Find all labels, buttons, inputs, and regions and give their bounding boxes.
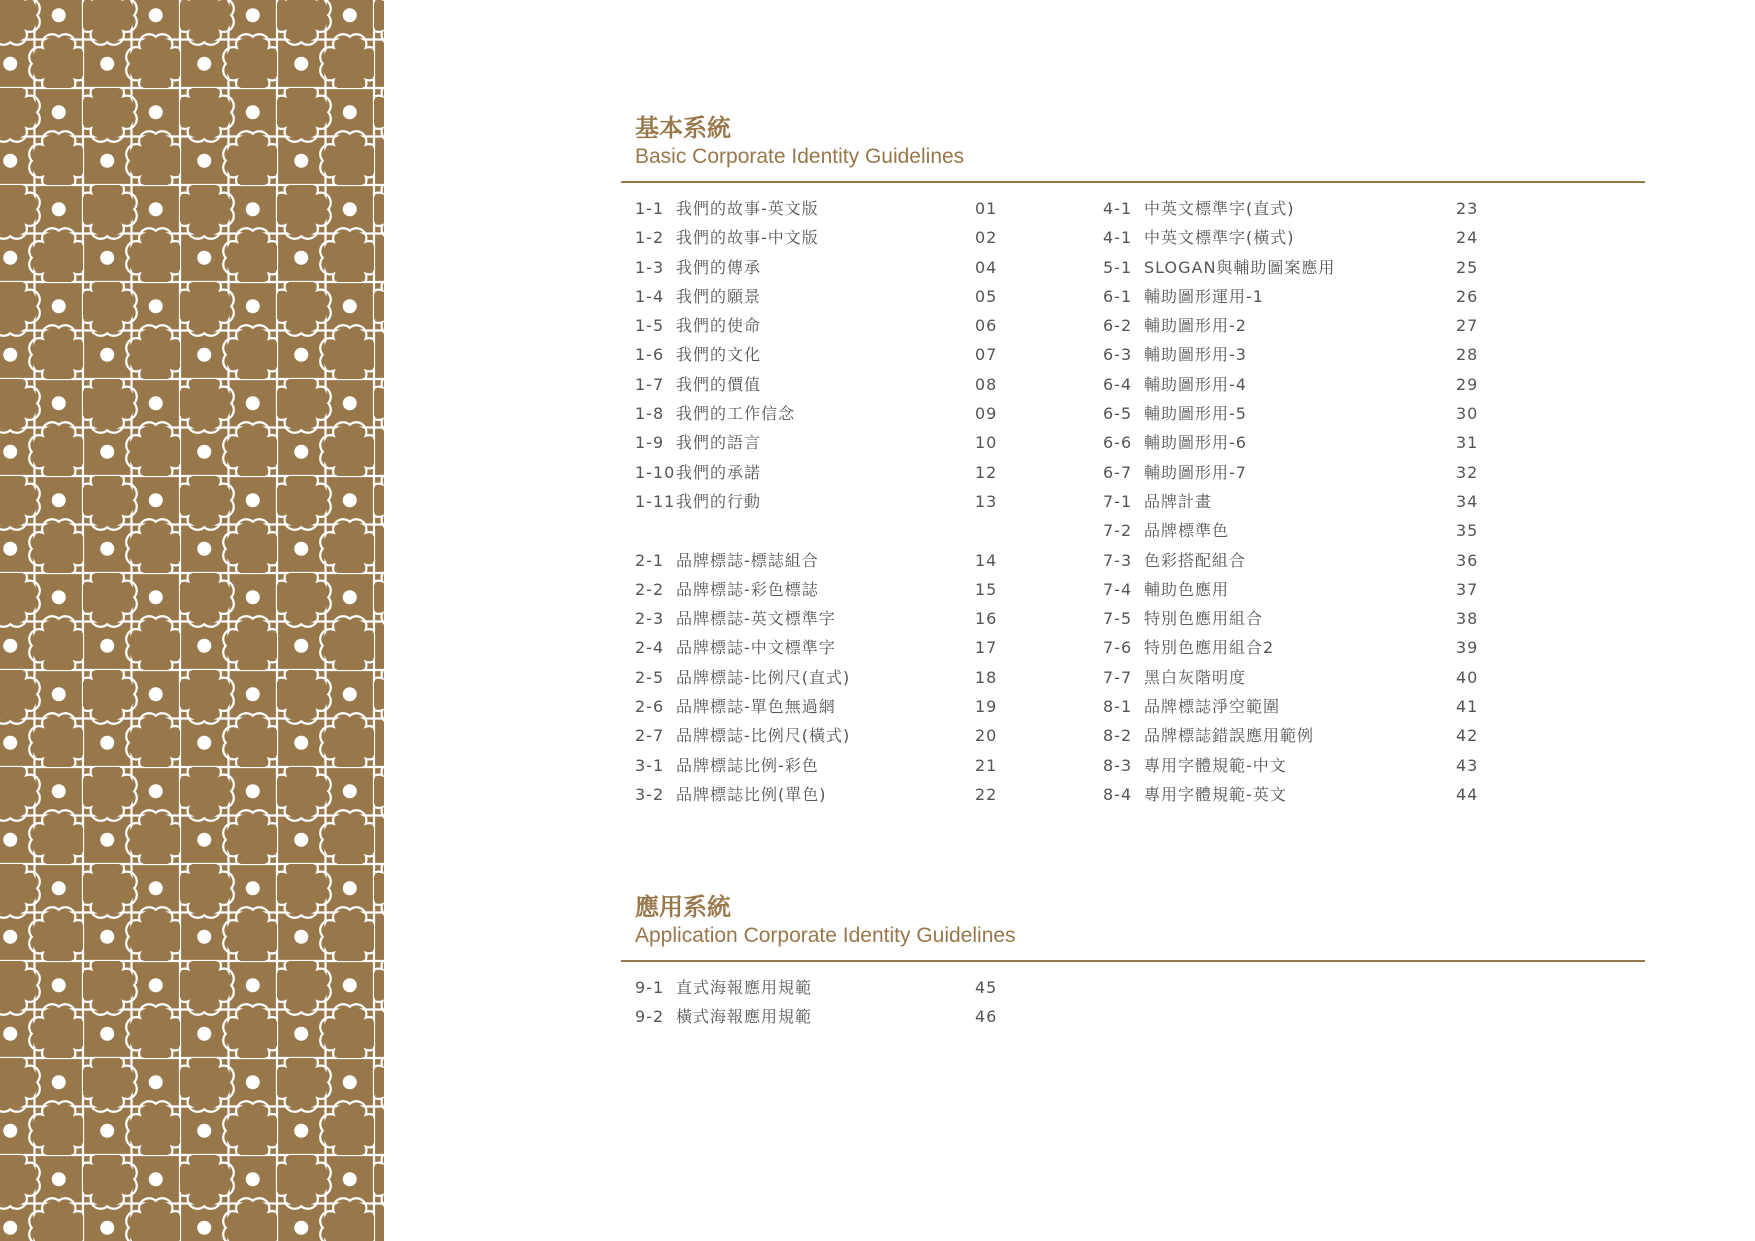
toc-entry[interactable] — [1103, 546, 1523, 575]
toc-entry-title: 特別色應用組合2 — [1144, 638, 1275, 658]
application-section — [621, 893, 1645, 1043]
toc-entry-page: 17 — [975, 638, 998, 658]
basic-section — [621, 114, 1645, 814]
toc-entry[interactable] — [1103, 751, 1523, 780]
toc-entry-title: 品牌標誌-比例尺(直式) — [676, 667, 851, 687]
toc-entry[interactable] — [1103, 575, 1523, 604]
toc-entry-number: 6-5 — [1103, 404, 1133, 424]
decorative-pattern-panel — [0, 0, 384, 1241]
toc-entry[interactable] — [1103, 692, 1523, 721]
toc-entry-title: 我們的語言 — [676, 433, 762, 453]
toc-entry-title: 輔助圖形用-3 — [1144, 345, 1247, 365]
basic-title-zh: 基本系統 — [635, 114, 731, 142]
toc-entry-title: 品牌標準色 — [1144, 521, 1230, 541]
toc-entry-title: 品牌標誌-英文標準字 — [676, 609, 836, 629]
toc-entry[interactable] — [635, 194, 1055, 223]
toc-entry-page: 10 — [975, 433, 998, 453]
toc-entry[interactable] — [1103, 516, 1523, 545]
toc-entry-number: 2-6 — [635, 697, 665, 717]
toc-entry-title: 輔助圖形用-4 — [1144, 374, 1247, 394]
toc-entry-title: 我們的故事-中文版 — [676, 228, 819, 248]
toc-entry-number: 9-1 — [635, 978, 665, 997]
toc-entry-page: 14 — [975, 550, 998, 570]
toc-entry-number: 7-6 — [1103, 638, 1133, 658]
toc-entry[interactable] — [635, 604, 1055, 633]
toc-entry-page: 15 — [975, 579, 998, 599]
toc-entry-page: 08 — [975, 374, 998, 394]
toc-entry-number: 7-2 — [1103, 521, 1133, 541]
toc-entry-page: 01 — [975, 199, 998, 218]
toc-entry-page: 44 — [1456, 784, 1479, 804]
toc-entry-page: 05 — [975, 286, 998, 306]
toc-entry-number: 7-4 — [1103, 579, 1133, 599]
toc-entry-page: 06 — [975, 316, 998, 336]
toc-entry[interactable] — [1103, 340, 1523, 369]
toc-entry[interactable] — [1103, 604, 1523, 633]
toc-entry-title: 輔助圖形用-5 — [1144, 404, 1247, 424]
toc-entry[interactable] — [635, 340, 1055, 369]
toc-entry[interactable] — [1103, 282, 1523, 311]
toc-entry-number: 2-2 — [635, 579, 665, 599]
toc-entry[interactable] — [635, 487, 1055, 516]
toc-entry[interactable] — [635, 399, 1055, 428]
toc-entry-page: 21 — [975, 755, 998, 775]
toc-entry-number: 2-1 — [635, 550, 665, 570]
toc-entry-title: 品牌標誌錯誤應用範例 — [1144, 726, 1315, 746]
toc-entry-page: 16 — [975, 609, 998, 629]
lattice-pattern — [0, 0, 384, 1241]
toc-entry-title: 我們的工作信念 — [676, 404, 796, 424]
toc-entry-number: 1-3 — [635, 257, 665, 277]
toc-entry[interactable] — [1103, 428, 1523, 457]
toc-entry-page: 24 — [1456, 228, 1479, 248]
toc-entry-number: 2-3 — [635, 609, 665, 629]
toc-entry-page: 23 — [1456, 199, 1479, 218]
application-column — [635, 973, 1055, 1032]
toc-entry-page: 31 — [1456, 433, 1479, 453]
toc-entry-page: 04 — [975, 257, 998, 277]
toc-entry-number: 6-7 — [1103, 462, 1133, 482]
basic-title-en: Basic Corporate Identity Guidelines — [635, 145, 965, 168]
toc-entry-page: 45 — [975, 978, 998, 997]
toc-entry-page: 27 — [1456, 316, 1479, 336]
toc-entry-page: 02 — [975, 228, 998, 248]
toc-spacer — [635, 516, 1055, 545]
toc-entry-page: 22 — [975, 784, 998, 804]
toc-entry-page: 35 — [1456, 521, 1479, 541]
toc-entry-number: 8-4 — [1103, 784, 1133, 804]
toc-entry[interactable] — [1103, 311, 1523, 340]
toc-entry[interactable] — [635, 282, 1055, 311]
toc-entry-number: 1-2 — [635, 228, 665, 248]
toc-entry[interactable] — [635, 751, 1055, 780]
toc-entry-number: 5-1 — [1103, 257, 1133, 277]
toc-entry-page: 32 — [1456, 462, 1479, 482]
toc-entry-title: 輔助色應用 — [1144, 579, 1230, 599]
toc-entry-title: 我們的承諾 — [676, 462, 762, 482]
toc-entry-title: 黑白灰階明度 — [1144, 667, 1247, 687]
toc-entry-page: 19 — [975, 697, 998, 717]
toc-entry-page: 43 — [1456, 755, 1479, 775]
toc-entry-page: 37 — [1456, 579, 1479, 599]
toc-entry[interactable] — [1103, 721, 1523, 750]
toc-entry-page: 30 — [1456, 404, 1479, 424]
toc-entry-title: 輔助圖形用-2 — [1144, 316, 1247, 336]
toc-entry-page: 36 — [1456, 550, 1479, 570]
toc-entry-page: 40 — [1456, 667, 1479, 687]
toc-entry-page: 34 — [1456, 491, 1479, 511]
toc-entry-title: 我們的價值 — [676, 374, 762, 394]
toc-entry-number: 1-10 — [635, 462, 676, 482]
toc-entry-title: 我們的行動 — [676, 491, 762, 511]
toc-entry[interactable] — [635, 575, 1055, 604]
toc-entry[interactable] — [635, 546, 1055, 575]
toc-entry-title: 輔助圖形用-6 — [1144, 433, 1247, 453]
toc-entry-page: 12 — [975, 462, 998, 482]
toc-entry-number: 1-9 — [635, 433, 665, 453]
toc-entry-page: 26 — [1456, 286, 1479, 306]
toc-entry[interactable] — [1103, 487, 1523, 516]
toc-entry[interactable] — [635, 633, 1055, 662]
toc-entry-page: 25 — [1456, 257, 1479, 277]
toc-entry[interactable] — [1103, 223, 1523, 252]
toc-entry-number: 6-4 — [1103, 374, 1133, 394]
toc-entry-number: 4-1 — [1103, 228, 1133, 248]
toc-entry-title: 我們的故事-英文版 — [676, 199, 819, 218]
toc-entry-title: 中英文標準字(直式) — [1144, 199, 1295, 218]
toc-entry-number: 1-1 — [635, 199, 665, 218]
toc-entry[interactable] — [1103, 253, 1523, 282]
toc-entry[interactable] — [635, 428, 1055, 457]
toc-entry-page: 18 — [975, 667, 998, 687]
toc-entry-page: 39 — [1456, 638, 1479, 658]
toc-entry[interactable] — [635, 721, 1055, 750]
toc-entry-number: 6-2 — [1103, 316, 1133, 336]
toc-entry-number: 7-5 — [1103, 609, 1133, 629]
toc-entry-title: 品牌計畫 — [1144, 491, 1213, 511]
toc-entry-page: 42 — [1456, 726, 1479, 746]
toc-entry[interactable] — [1103, 370, 1523, 399]
toc-entry-title: 品牌標誌比例-彩色 — [676, 755, 819, 775]
toc-entry-page: 09 — [975, 404, 998, 424]
toc-entry-number: 3-1 — [635, 755, 665, 775]
toc-entry[interactable] — [635, 458, 1055, 487]
toc-entry-number: 1-6 — [635, 345, 665, 365]
application-title-en: Application Corporate Identity Guidelines — [635, 924, 1016, 947]
toc-entry-number: 7-7 — [1103, 667, 1133, 687]
toc-entry-title: 輔助圖形運用-1 — [1144, 286, 1264, 306]
toc-entry-title: 品牌標誌-彩色標誌 — [676, 579, 819, 599]
toc-entry[interactable] — [635, 253, 1055, 282]
application-divider — [621, 960, 1645, 962]
toc-entry-number: 2-5 — [635, 667, 665, 687]
toc-entry-title: 輔助圖形用-7 — [1144, 462, 1247, 482]
toc-entry[interactable] — [1103, 663, 1523, 692]
toc-entry[interactable] — [635, 1002, 1055, 1031]
toc-entry[interactable] — [1103, 399, 1523, 428]
toc-entry-page: 07 — [975, 345, 998, 365]
toc-entry[interactable] — [635, 223, 1055, 252]
toc-entry[interactable] — [635, 311, 1055, 340]
basic-left-column — [635, 194, 1055, 809]
toc-entry-title: 我們的使命 — [676, 316, 762, 336]
toc-entry-title: 我們的傳承 — [676, 257, 762, 277]
toc-entry-number: 9-2 — [635, 1007, 665, 1027]
toc-entry-title: SLOGAN與輔助圖案應用 — [1144, 257, 1336, 277]
toc-entry-number: 1-4 — [635, 286, 665, 306]
toc-entry-number: 7-1 — [1103, 491, 1133, 511]
toc-entry-number: 8-1 — [1103, 697, 1133, 717]
basic-right-column — [1103, 194, 1523, 809]
toc-entry-title: 品牌標誌-中文標準字 — [676, 638, 836, 658]
toc-entry-title: 我們的願景 — [676, 286, 762, 306]
toc-entry[interactable] — [635, 780, 1055, 809]
toc-entry-number: 6-6 — [1103, 433, 1133, 453]
toc-entry-title: 品牌標誌-標誌組合 — [676, 550, 819, 570]
basic-divider — [621, 181, 1645, 183]
toc-entry-page: 29 — [1456, 374, 1479, 394]
toc-entry-number: 3-2 — [635, 784, 665, 804]
toc-entry-title: 橫式海報應用規範 — [676, 1007, 813, 1027]
toc-entry-page: 38 — [1456, 609, 1479, 629]
toc-entry-title: 品牌標誌淨空範圍 — [1144, 697, 1281, 717]
toc-entry-title: 我們的文化 — [676, 345, 762, 365]
toc-entry-number: 6-3 — [1103, 345, 1133, 365]
toc-entry-title: 特別色應用組合 — [1144, 609, 1264, 629]
toc-entry-title: 品牌標誌比例(單色) — [676, 784, 827, 804]
toc-entry-number: 6-1 — [1103, 286, 1133, 306]
application-title-zh: 應用系統 — [635, 893, 731, 921]
toc-entry-number: 7-3 — [1103, 550, 1133, 570]
toc-entry-number: 1-7 — [635, 374, 665, 394]
toc-entry-page: 41 — [1456, 697, 1479, 717]
toc-entry[interactable] — [635, 973, 1055, 1002]
toc-entry[interactable] — [1103, 633, 1523, 662]
toc-entry-page: 46 — [975, 1007, 998, 1027]
toc-entry-title: 中英文標準字(橫式) — [1144, 228, 1295, 248]
toc-entry-title: 專用字體規範-中文 — [1144, 755, 1287, 775]
toc-entry-page: 13 — [975, 491, 998, 511]
toc-entry-page: 20 — [975, 726, 998, 746]
toc-entry-number: 8-2 — [1103, 726, 1133, 746]
toc-entry-page: 28 — [1456, 345, 1479, 365]
toc-entry-number: 1-11 — [635, 491, 676, 511]
toc-entry-number: 2-7 — [635, 726, 665, 746]
toc-entry[interactable] — [1103, 194, 1523, 223]
toc-entry-number: 4-1 — [1103, 199, 1133, 218]
toc-entry-title: 品牌標誌-單色無過網 — [676, 697, 836, 717]
toc-entry-number: 8-3 — [1103, 755, 1133, 775]
toc-entry[interactable] — [1103, 780, 1523, 809]
toc-entry-number: 2-4 — [635, 638, 665, 658]
toc-entry-title: 色彩搭配組合 — [1144, 550, 1247, 570]
toc-entry[interactable] — [635, 692, 1055, 721]
toc-entry-number: 1-8 — [635, 404, 665, 424]
toc-entry-title: 直式海報應用規範 — [676, 978, 813, 997]
toc-entry[interactable] — [635, 370, 1055, 399]
toc-entry[interactable] — [635, 663, 1055, 692]
toc-entry-title: 品牌標誌-比例尺(橫式) — [676, 726, 851, 746]
toc-entry-title: 專用字體規範-英文 — [1144, 784, 1287, 804]
toc-entry-number: 1-5 — [635, 316, 665, 336]
toc-entry[interactable] — [1103, 458, 1523, 487]
